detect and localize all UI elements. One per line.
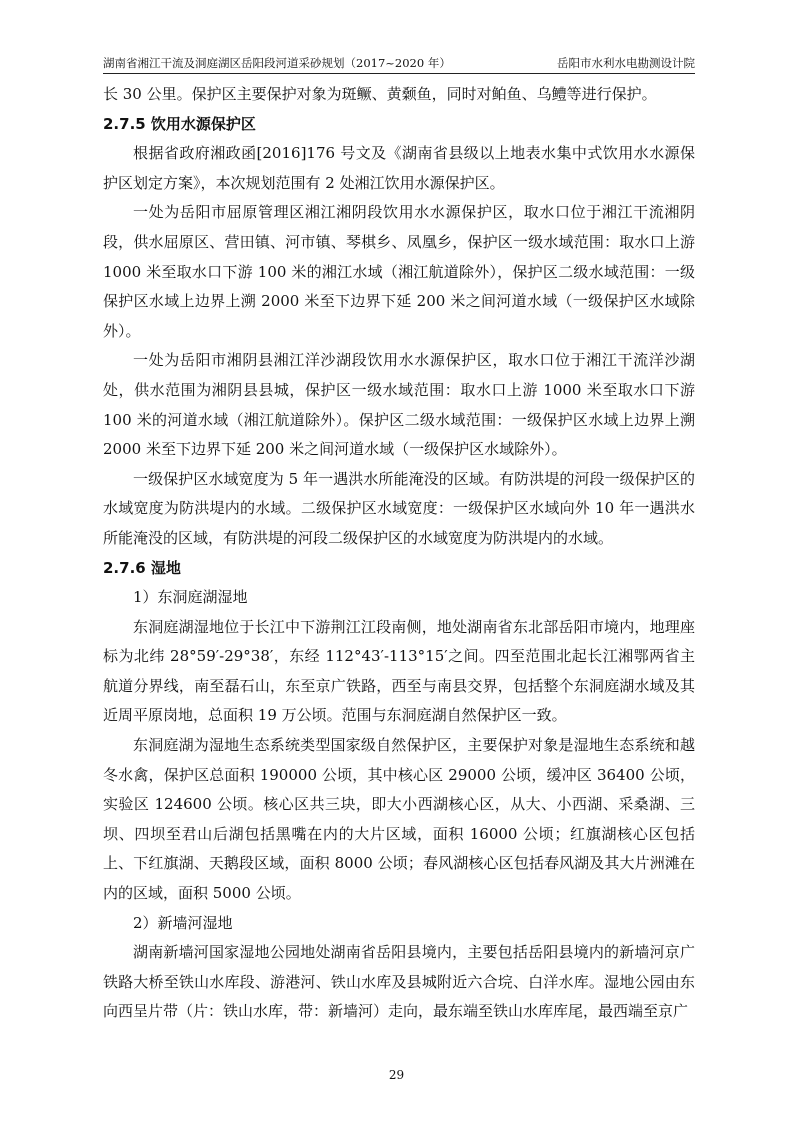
header-document-title: 湖南省湘江干流及洞庭湖区岳阳段河道采砂规划（2017~2020 年） [103,56,451,70]
paragraph: 东洞庭湖为湿地生态系统类型国家级自然保护区，主要保护对象是湿地生态系统和越冬水禽，保护区总面积 190000 公顷，其中核心区 29000 公顷，缓冲区 36400 公顷，实验区 124600 公顷。核心区共三块，即大小西湖核心区，从大、小西湖、采桑湖、三坝、四坝至君山后湖包括黑嘴在内的大片区域，面积 16000 公顷；红旗湖核心区包括上、下红旗湖、天鹅段区域，面积 8000 公顷；春风湖核心区包括春风湖及其大片洲滩在内的区域，面积 5000 公顷。 [103,736,695,903]
page-header [103,53,695,74]
page-body [103,80,695,1027]
paragraph: 长 30 公里。保护区主要保护对象为斑鳜、黄颡鱼，同时对鲌鱼、乌鳢等进行保护。 [103,85,657,103]
paragraph: 湖南新墙河国家湿地公园地处湖南省岳阳县境内，主要包括岳阳县境内的新墙河京广铁路大桥至铁山水库段、游港河、铁山水库及县城附近六合垸、白洋水库。湿地公园由东向西呈片带（片：铁山水库，带：新墙河）走向，最东端至铁山水库库尾，最西端至京广 [103,943,695,1021]
header-organization: 岳阳市水利水电勘测设计院 [557,56,695,70]
page-number: 29 [388,1068,405,1082]
section-heading-wetland: 2.7.6 湿地 [103,558,181,577]
section-heading-drinking-water: 2.7.5 饮用水源保护区 [103,114,256,133]
paragraph: 一处为岳阳市屈原管理区湘江湘阴段饮用水水源保护区，取水口位于湘江干流湘阴段，供水屈原区、营田镇、河市镇、琴棋乡、凤凰乡，保护区一级水域范围：取水口上游 1000 米至取水口下游 100 米的湘江水域（湘江航道除外），保护区二级水域范围：一级保护区水域上边界上溯 2000 米至下边界下延 200 米之间河道水域（一级保护区水域除外）。 [103,203,695,340]
subheading-east-dongting: 1）东洞庭湖湿地 [133,588,248,607]
paragraph: 根据省政府湘政函[2016]176 号文及《湖南省县级以上地表水集中式饮用水水源保护区划定方案》，本次规划范围有 2 处湘江饮用水源保护区。 [103,144,695,192]
paragraph: 一处为岳阳市湘阴县湘江洋沙湖段饮用水水源保护区，取水口位于湘江干流洋沙湖处，供水范围为湘阴县县城，保护区一级水域范围：取水口上游 1000 米至取水口下游 100 米的河道水域（湘江航道除外）。保护区二级水域范围：一级保护区水域上边界上溯 2000 米至下边界下延 200 米之间河道水域（一级保护区水域除外）。 [103,351,695,459]
subheading-xinqiang-river: 2）新墙河湿地 [133,913,233,932]
paragraph: 一级保护区水域宽度为 5 年一遇洪水所能淹没的区域。有防洪堤的河段一级保护区的水域宽度为防洪堤内的水域。二级保护区水域宽度：一级保护区水域向外 10 年一遇洪水所能淹没的区域，有防洪堤的河段二级保护区的水域宽度为防洪堤内的水域。 [103,469,695,547]
paragraph: 东洞庭湖湿地位于长江中下游荆江江段南侧，地处湖南省东北部岳阳市境内，地理座标为北纬 28°59′-29°38′，东经 112°43′-113°15′之间。四至范围北起长江湘鄂两省主航道分界线，南至磊石山，东至京广铁路，西至与南县交界，包括整个东洞庭湖水域及其近周平原岗地，总面积 19 万公顷。范围与东洞庭湖自然保护区一致。 [103,617,695,725]
